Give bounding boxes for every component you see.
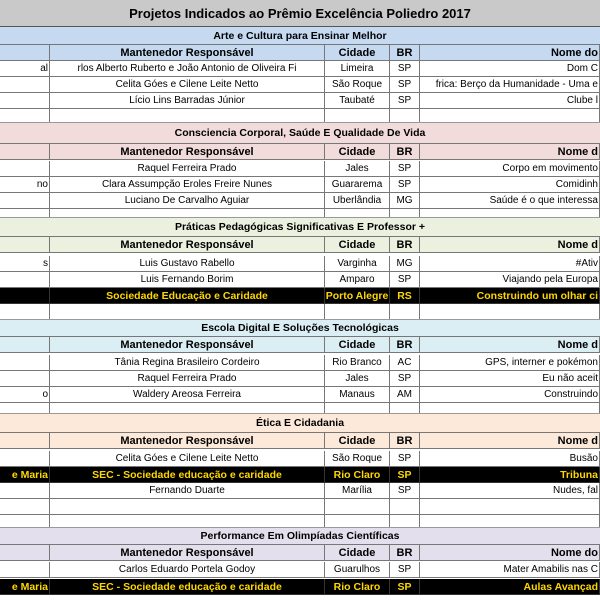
cell-empty[interactable]	[0, 209, 50, 217]
header-mantenedor: Mantenedor Responsável	[50, 45, 325, 61]
cell-br[interactable]: SP	[390, 451, 420, 467]
table-row	[0, 451, 600, 467]
cell-br[interactable]: AC	[390, 355, 420, 371]
header-br: BR	[390, 144, 420, 160]
cell-br[interactable]: AM	[390, 387, 420, 403]
column-header-row	[0, 45, 600, 61]
highlighted-row	[0, 467, 600, 483]
cell-school[interactable]	[0, 562, 50, 578]
cell-nome[interactable]: Clube l	[420, 93, 600, 109]
cell-school[interactable]	[0, 499, 50, 515]
cell-mantenedor[interactable]: Tânia Regina Brasileiro Cordeiro	[50, 355, 325, 371]
cell-mantenedor[interactable]: Luis Gustavo Rabello	[50, 256, 325, 272]
column-header-row	[0, 237, 600, 253]
header-school	[0, 237, 50, 253]
cell-br[interactable]: RS	[390, 288, 420, 304]
category-title: Consciencia Corporal, Saúde E Qualidade De Vida	[0, 123, 600, 144]
table-row	[0, 355, 600, 371]
header-nome: Nome d	[420, 433, 600, 449]
cell-nome[interactable]: Viajando pela Europa	[420, 272, 600, 288]
table-row	[0, 483, 600, 499]
cell-mantenedor[interactable]: SEC - Sociedade educação e caridade	[50, 467, 325, 483]
cell-empty[interactable]	[390, 209, 420, 217]
cell-empty[interactable]	[50, 209, 325, 217]
cell-br[interactable]: SP	[390, 77, 420, 93]
column-header-row	[0, 337, 600, 353]
table-row	[0, 256, 600, 272]
header-br: BR	[390, 237, 420, 253]
cell-nome[interactable]: #Ativ	[420, 256, 600, 272]
table-row	[0, 177, 600, 193]
spacer-row	[0, 109, 600, 123]
cell-cidade[interactable]: Rio Branco	[325, 355, 390, 371]
cell-cidade[interactable]: Taubaté	[325, 93, 390, 109]
cell-school[interactable]	[0, 77, 50, 93]
spacer-row	[0, 304, 600, 320]
cell-school[interactable]	[0, 288, 50, 304]
cell-br[interactable]: SP	[390, 177, 420, 193]
header-cidade: Cidade	[325, 545, 390, 561]
cell-empty[interactable]	[50, 304, 325, 319]
header-cidade: Cidade	[325, 45, 390, 61]
cell-empty[interactable]	[325, 403, 390, 413]
cell-cidade[interactable]: Rio Claro	[325, 579, 390, 595]
cell-cidade[interactable]: Jales	[325, 371, 390, 387]
cell-br[interactable]: SP	[390, 93, 420, 109]
header-school	[0, 337, 50, 353]
cell-cidade[interactable]: Jales	[325, 161, 390, 177]
cell-mantenedor[interactable]: Clara Assumpção Eroles Freire Nunes	[50, 177, 325, 193]
cell-mantenedor[interactable]: Celita Góes e Cilene Leite Netto	[50, 77, 325, 93]
category-title: Arte e Cultura para Ensinar Melhor	[0, 27, 600, 45]
cell-empty[interactable]	[0, 304, 50, 319]
cell-empty[interactable]	[325, 109, 390, 122]
cell-school[interactable]	[0, 272, 50, 288]
cell-school[interactable]: e Maria	[0, 467, 50, 483]
table-row	[0, 371, 600, 387]
category-title: Performance Em Olimpíadas Científicas	[0, 528, 600, 545]
cell-empty[interactable]	[50, 403, 325, 413]
cell-nome[interactable]: Construindo	[420, 387, 600, 403]
cell-mantenedor[interactable]: Fernando Duarte	[50, 483, 325, 499]
cell-br[interactable]	[390, 499, 420, 515]
cell-br[interactable]: SP	[390, 272, 420, 288]
table-row	[0, 387, 600, 403]
header-cidade: Cidade	[325, 433, 390, 449]
cell-empty[interactable]	[390, 515, 420, 527]
cell-cidade[interactable]: Guarulhos	[325, 562, 390, 578]
cell-nome[interactable]: Construindo um olhar ci	[420, 288, 600, 304]
cell-mantenedor[interactable]	[50, 499, 325, 515]
table-row	[0, 272, 600, 288]
cell-school[interactable]	[0, 355, 50, 371]
cell-nome[interactable]: Eu não aceit	[420, 371, 600, 387]
cell-cidade[interactable]: Varginha	[325, 256, 390, 272]
highlighted-row	[0, 579, 600, 595]
table-row	[0, 77, 600, 93]
column-header-row	[0, 433, 600, 449]
header-nome: Nome do	[420, 45, 600, 61]
table-row	[0, 499, 600, 515]
cell-nome[interactable]: Saúde é o que interessa	[420, 193, 600, 209]
cell-empty[interactable]	[420, 209, 600, 217]
header-nome: Nome do	[420, 545, 600, 561]
header-br: BR	[390, 45, 420, 61]
table-row	[0, 193, 600, 209]
cell-nome[interactable]: Corpo em movimento	[420, 161, 600, 177]
cell-empty[interactable]	[325, 515, 390, 527]
cell-empty[interactable]	[390, 109, 420, 122]
header-br: BR	[390, 545, 420, 561]
cell-nome[interactable]: frica: Berço da Humanidade - Uma e	[420, 77, 600, 93]
cell-br[interactable]: SP	[390, 562, 420, 578]
cell-cidade[interactable]: Rio Claro	[325, 467, 390, 483]
cell-empty[interactable]	[390, 403, 420, 413]
cell-nome[interactable]	[420, 499, 600, 515]
cell-school[interactable]	[0, 161, 50, 177]
spacer-row	[0, 515, 600, 528]
cell-empty[interactable]	[325, 304, 390, 319]
cell-mantenedor[interactable]: Raquel Ferreira Prado	[50, 161, 325, 177]
cell-cidade[interactable]: Amparo	[325, 272, 390, 288]
cell-mantenedor[interactable]: Luis Fernando Borim	[50, 272, 325, 288]
header-mantenedor: Mantenedor Responsável	[50, 545, 325, 561]
cell-cidade[interactable]: Guararema	[325, 177, 390, 193]
cell-br[interactable]: MG	[390, 256, 420, 272]
cell-br[interactable]: SP	[390, 483, 420, 499]
header-mantenedor: Mantenedor Responsável	[50, 144, 325, 160]
cell-nome[interactable]: Comidinh	[420, 177, 600, 193]
cell-cidade[interactable]	[325, 499, 390, 515]
header-school	[0, 433, 50, 449]
category-title: Ética E Cidadania	[0, 414, 600, 433]
cell-school[interactable]: no	[0, 177, 50, 193]
header-nome: Nome d	[420, 337, 600, 353]
table-row	[0, 562, 600, 578]
cell-br[interactable]: SP	[390, 161, 420, 177]
cell-school[interactable]	[0, 483, 50, 499]
column-header-row	[0, 144, 600, 160]
sheet-title: Projetos Indicados ao Prêmio Excelência Poliedro 2017	[0, 0, 600, 27]
cell-cidade[interactable]: Marília	[325, 483, 390, 499]
cell-empty[interactable]	[0, 403, 50, 413]
header-cidade: Cidade	[325, 337, 390, 353]
cell-school[interactable]	[0, 93, 50, 109]
cell-br[interactable]: SP	[390, 579, 420, 595]
header-mantenedor: Mantenedor Responsável	[50, 237, 325, 253]
cell-nome[interactable]: Aulas Avançad	[420, 579, 600, 595]
cell-nome[interactable]: GPS, interner e pokémon	[420, 355, 600, 371]
cell-empty[interactable]	[420, 109, 600, 122]
cell-empty[interactable]	[50, 109, 325, 122]
highlighted-row	[0, 288, 600, 304]
header-cidade: Cidade	[325, 144, 390, 160]
cell-school[interactable]: e Maria	[0, 579, 50, 595]
cell-nome[interactable]: Dom C	[420, 61, 600, 77]
cell-cidade[interactable]: São Roque	[325, 451, 390, 467]
cell-cidade[interactable]: São Roque	[325, 77, 390, 93]
cell-mantenedor[interactable]: rlos Alberto Ruberto e João Antonio de Oliveira Fi	[50, 61, 325, 77]
cell-nome[interactable]: Mater Amabilis nas C	[420, 562, 600, 578]
header-cidade: Cidade	[325, 237, 390, 253]
cell-empty[interactable]	[0, 515, 50, 527]
cell-mantenedor[interactable]: Lício Lins Barradas Júnior	[50, 93, 325, 109]
category-title: Práticas Pedagógicas Significativas E Professor +	[0, 218, 600, 237]
cell-empty[interactable]	[420, 304, 600, 319]
cell-cidade[interactable]: Uberlândia	[325, 193, 390, 209]
cell-cidade[interactable]: Manaus	[325, 387, 390, 403]
cell-mantenedor[interactable]: Raquel Ferreira Prado	[50, 371, 325, 387]
cell-school[interactable]: al	[0, 61, 50, 77]
header-mantenedor: Mantenedor Responsável	[50, 337, 325, 353]
header-nome: Nome d	[420, 237, 600, 253]
cell-mantenedor[interactable]: Luciano De Carvalho Aguiar	[50, 193, 325, 209]
cell-school[interactable]	[0, 371, 50, 387]
cell-mantenedor[interactable]: Waldery Areosa Ferreira	[50, 387, 325, 403]
category-title: Escola Digital E Soluções Tecnológicas	[0, 320, 600, 337]
column-header-row	[0, 545, 600, 561]
cell-mantenedor[interactable]: SEC - Sociedade educação e caridade	[50, 579, 325, 595]
cell-empty[interactable]	[0, 109, 50, 122]
cell-empty[interactable]	[325, 209, 390, 217]
header-school	[0, 45, 50, 61]
cell-empty[interactable]	[420, 515, 600, 527]
cell-cidade[interactable]: Porto Alegre	[325, 288, 390, 304]
cell-mantenedor[interactable]: Carlos Eduardo Portela Godoy	[50, 562, 325, 578]
header-school	[0, 144, 50, 160]
cell-school[interactable]	[0, 193, 50, 209]
header-br: BR	[390, 433, 420, 449]
header-nome: Nome d	[420, 144, 600, 160]
cell-school[interactable]: s	[0, 256, 50, 272]
cell-mantenedor[interactable]: Sociedade Educação e Caridade	[50, 288, 325, 304]
table-row	[0, 61, 600, 77]
cell-empty[interactable]	[420, 403, 600, 413]
table-row	[0, 161, 600, 177]
cell-br[interactable]: MG	[390, 193, 420, 209]
cell-school[interactable]	[0, 451, 50, 467]
header-school	[0, 545, 50, 561]
spacer-row	[0, 403, 600, 414]
header-br: BR	[390, 337, 420, 353]
header-mantenedor: Mantenedor Responsável	[50, 433, 325, 449]
cell-cidade[interactable]: Limeira	[325, 61, 390, 77]
cell-mantenedor[interactable]: Celita Góes e Cilene Leite Netto	[50, 451, 325, 467]
cell-nome[interactable]: Tribuna	[420, 467, 600, 483]
spacer-row	[0, 209, 600, 218]
cell-nome[interactable]: Busão	[420, 451, 600, 467]
cell-empty[interactable]	[50, 515, 325, 527]
cell-empty[interactable]	[390, 304, 420, 319]
table-row	[0, 93, 600, 109]
cell-br[interactable]: SP	[390, 61, 420, 77]
cell-br[interactable]: SP	[390, 467, 420, 483]
cell-school[interactable]: o	[0, 387, 50, 403]
cell-nome[interactable]: Nudes, fal	[420, 483, 600, 499]
cell-br[interactable]: SP	[390, 371, 420, 387]
